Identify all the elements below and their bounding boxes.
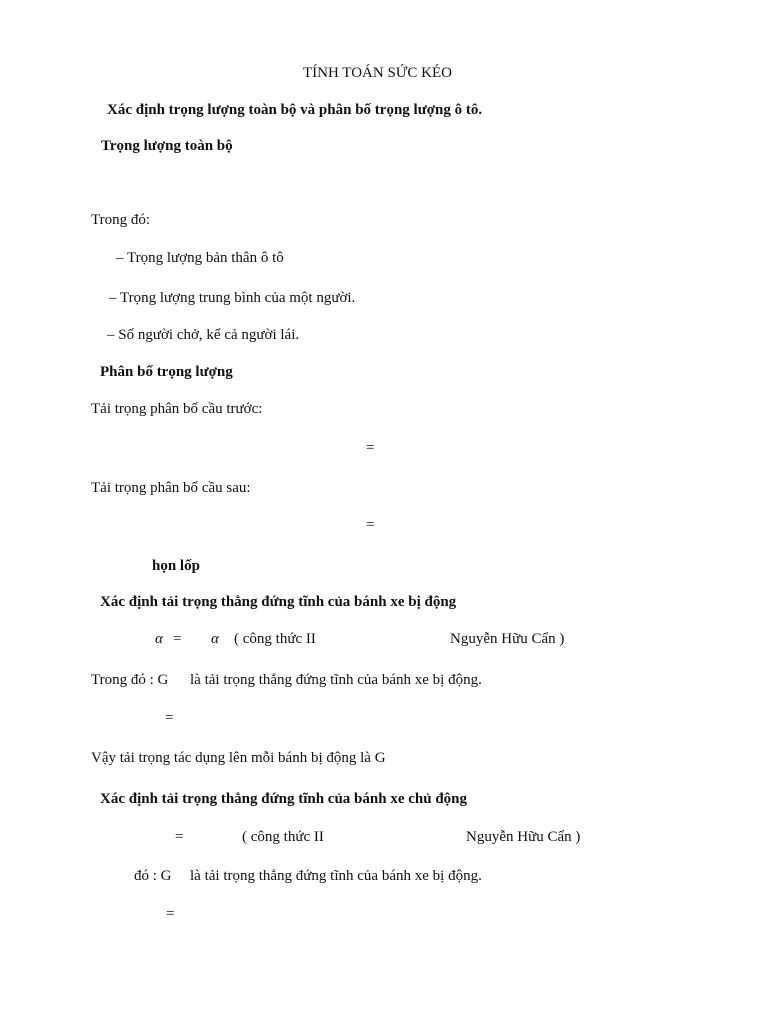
formula-1-equals: =	[173, 631, 182, 647]
active-equation: =	[166, 906, 175, 922]
formula-1-alpha-right: α	[211, 631, 219, 647]
section-active-wheel-load: Xác định tải trọng thẳng đứng tĩnh của bánh xe chủ động	[100, 791, 468, 807]
document-title: TÍNH TOÁN SỨC KÉO	[303, 65, 453, 81]
bullet-passenger-count: – Số người chở, kể cả người lái.	[107, 327, 300, 343]
formula-1-author: Nguyễn Hữu Cẩn )	[450, 631, 565, 647]
section-passive-wheel-load: Xác định tải trọng thẳng đứng tĩnh của bánh xe bị động	[100, 594, 457, 610]
where-label: Trong đó:	[91, 212, 151, 228]
bullet-person-weight: – Trọng lượng trung bình của một người.	[109, 290, 356, 306]
passive-description: là tải trọng thẳng đứng tĩnh của bánh xe bị động.	[190, 672, 482, 688]
heading-weight-distribution: Xác định trọng lượng toàn bộ và phân bố trọng lượng ô tô.	[107, 102, 483, 118]
front-axle-equation: =	[366, 440, 375, 456]
rear-axle-equation: =	[366, 517, 375, 533]
formula-2-reference: ( công thức II	[242, 829, 324, 845]
bullet-vehicle-weight: – Trọng lượng bản thân ô tô	[116, 250, 284, 266]
formula-2-equals: =	[175, 829, 184, 845]
front-axle-label: Tải trọng phân bố cầu trước:	[91, 401, 263, 417]
active-description: là tải trọng thẳng đứng tĩnh của bánh xe bị động.	[190, 868, 482, 884]
passive-where-label: Trong đó : G	[91, 672, 169, 688]
section-tire-selection: họn lốp	[152, 558, 200, 574]
passive-equation: =	[165, 710, 174, 726]
formula-2-author: Nguyễn Hữu Cẩn )	[466, 829, 581, 845]
passive-conclusion: Vậy tải trọng tác dụng lên mỗi bánh bị động là G	[91, 750, 386, 766]
section-total-weight: Trọng lượng toàn bộ	[101, 138, 233, 154]
formula-1-alpha-left: α	[155, 631, 163, 647]
active-where-label: đó : G	[134, 868, 172, 884]
rear-axle-label: Tải trọng phân bố cầu sau:	[91, 480, 251, 496]
section-weight-distribution: Phân bố trọng lượng	[100, 364, 233, 380]
formula-1-reference: ( công thức II	[234, 631, 316, 647]
